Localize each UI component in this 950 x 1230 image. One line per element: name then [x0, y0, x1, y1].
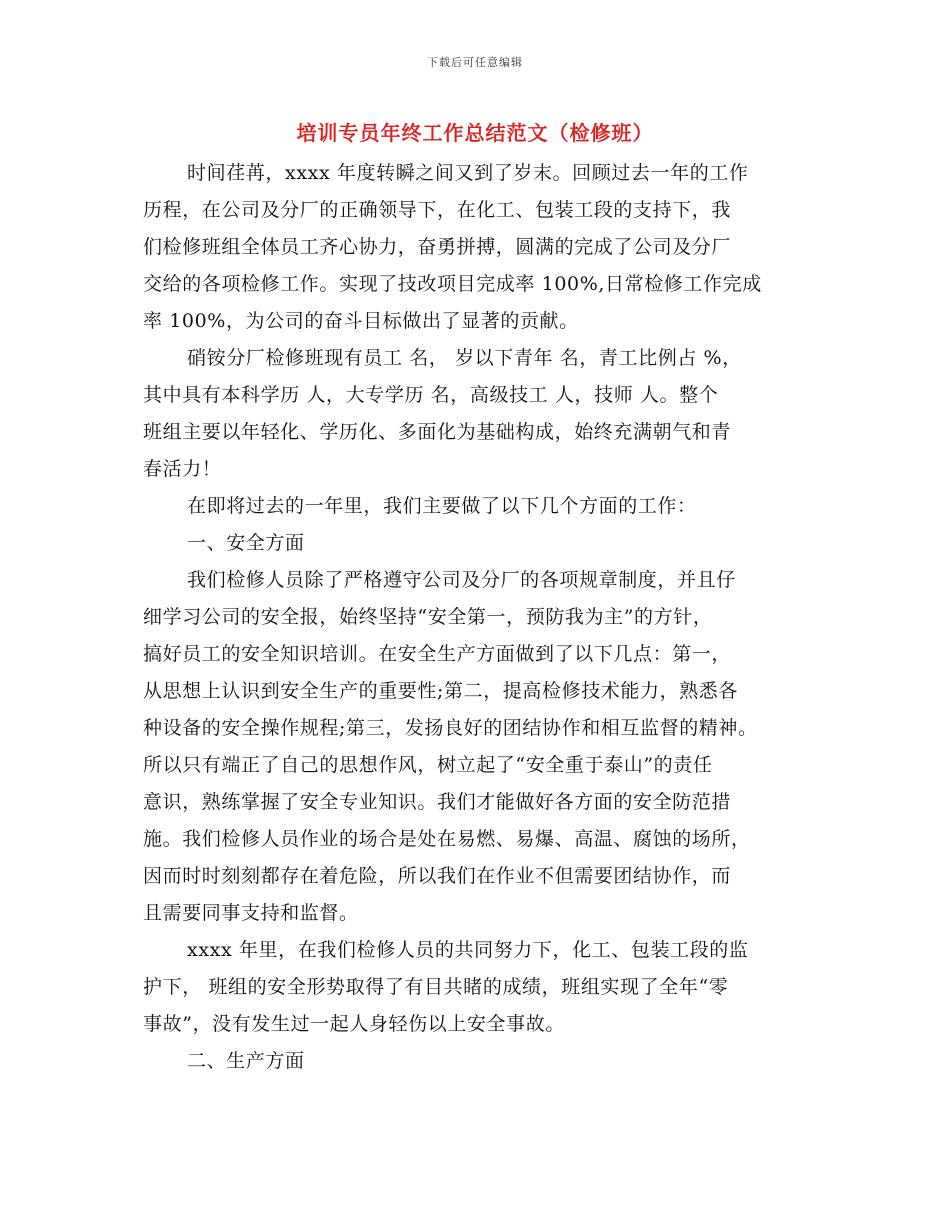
body-line: 所以只有端正了自己的思想作风，树立起了“安全重于泰山”的责任: [143, 754, 713, 776]
body-line: xxxx 年里，在我们检修人员的共同努力下，化工、包装工段的监: [187, 939, 749, 961]
document-body: [143, 155, 823, 1080]
body-line: 事故”，没有发生过一起人身轻伤以上安全事故。: [143, 1013, 565, 1035]
section-heading-safety: 一、安全方面: [187, 532, 305, 554]
body-line: 率 100%，为公司的奋斗目标做出了显著的贡献。: [143, 310, 579, 332]
body-line: 班组主要以年轻化、学历化、多面化为基础构成，始终充满朝气和青: [143, 421, 732, 443]
body-line: 在即将过去的一年里，我们主要做了以下几个方面的工作：: [187, 495, 697, 517]
body-line: 施。我们检修人员作业的场合是处在易燃、易爆、高温、腐蚀的场所，: [143, 828, 751, 850]
body-line: 且需要同事支持和监督。: [143, 902, 359, 924]
body-line: 们检修班组全体员工齐心协力，奋勇拼搏，圆满的完成了公司及分厂: [143, 236, 732, 258]
body-line: 因而时时刻刻都存在着危险，所以我们在作业不但需要团结协作，而: [143, 865, 732, 887]
body-line: 交给的各项检修工作。实现了技改项目完成率 100%,日常检修工作完成: [143, 273, 762, 295]
page-header-note: 下载后可任意编辑: [427, 56, 523, 69]
body-line: 细学习公司的安全报，始终坚持“安全第一，预防我为主”的方针，: [143, 606, 713, 628]
document-title: 培训专员年终工作总结范文（检修班）: [296, 121, 654, 145]
body-line: 硝铵分厂检修班现有员工 名， 岁以下青年 名，青工比例占 %，: [187, 347, 742, 369]
body-line: 护下， 班组的安全形势取得了有目共睹的成绩，班组实现了全年“零: [143, 976, 729, 998]
body-line: 种设备的安全操作规程;第三，发扬良好的团结协作和相互监督的精神。: [143, 717, 758, 739]
body-line: 我们检修人员除了严格遵守公司及分厂的各项规章制度，并且仔: [187, 569, 736, 591]
body-line: 春活力！: [143, 458, 222, 480]
section-heading-production: 二、生产方面: [187, 1050, 305, 1072]
body-line: 从思想上认识到安全生产的重要性;第二，提高检修技术能力，熟悉各: [143, 680, 739, 702]
body-line: 意识，熟练掌握了安全专业知识。我们才能做好各方面的安全防范措: [143, 791, 732, 813]
body-line: 历程，在公司及分厂的正确领导下，在化工、包装工段的支持下，我: [143, 199, 732, 221]
body-line: 搞好员工的安全知识培训。在安全生产方面做到了以下几点：第一，: [143, 643, 732, 665]
body-line: 时间荏苒，xxxx 年度转瞬之间又到了岁末。回顾过去一年的工作: [187, 162, 749, 184]
body-line: 其中具有本科学历 人，大专学历 名，高级技工 人，技师 人。整个: [143, 384, 719, 406]
